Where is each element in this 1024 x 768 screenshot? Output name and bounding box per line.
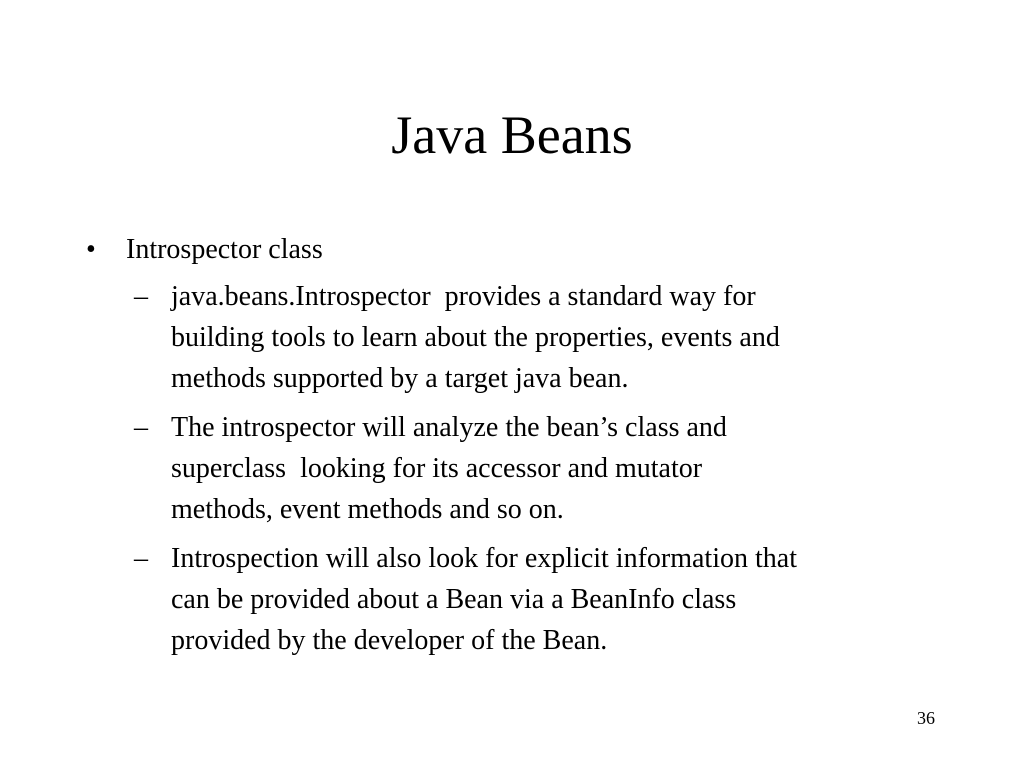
sub-bullet-line: provided by the developer of the Bean. bbox=[171, 625, 608, 656]
sub-bullet-line: methods supported by a target java bean. bbox=[171, 363, 629, 394]
slide-content bbox=[84, 230, 964, 669]
slide-number: 36 bbox=[917, 708, 935, 728]
bullet-text: Introspector class bbox=[126, 234, 323, 265]
sub-bullet-line: methods, event methods and so on. bbox=[171, 494, 564, 525]
bullet-marker: • bbox=[86, 234, 96, 265]
dash-marker: – bbox=[134, 543, 148, 574]
bullet-item bbox=[84, 230, 964, 270]
sub-bullet-list bbox=[134, 276, 964, 661]
sub-bullet-line: can be provided about a Bean via a BeanInfo class bbox=[171, 584, 737, 615]
dash-marker: – bbox=[134, 281, 148, 312]
slide-title: Java Beans bbox=[391, 105, 633, 165]
sub-bullet-line: Introspection will also look for explicit information that bbox=[171, 543, 797, 574]
sub-bullet-line: java.beans.Introspector provides a standard way for bbox=[171, 281, 756, 312]
sub-bullet-item bbox=[134, 407, 941, 530]
sub-bullet-line: The introspector will analyze the bean’s class and bbox=[171, 412, 727, 443]
sub-bullet-line: building tools to learn about the properties, events and bbox=[171, 322, 780, 353]
dash-marker: – bbox=[134, 412, 148, 443]
sub-bullet-line: superclass looking for its accessor and mutator bbox=[171, 453, 703, 484]
sub-bullet-item bbox=[134, 276, 941, 399]
sub-bullet-item bbox=[134, 538, 941, 661]
